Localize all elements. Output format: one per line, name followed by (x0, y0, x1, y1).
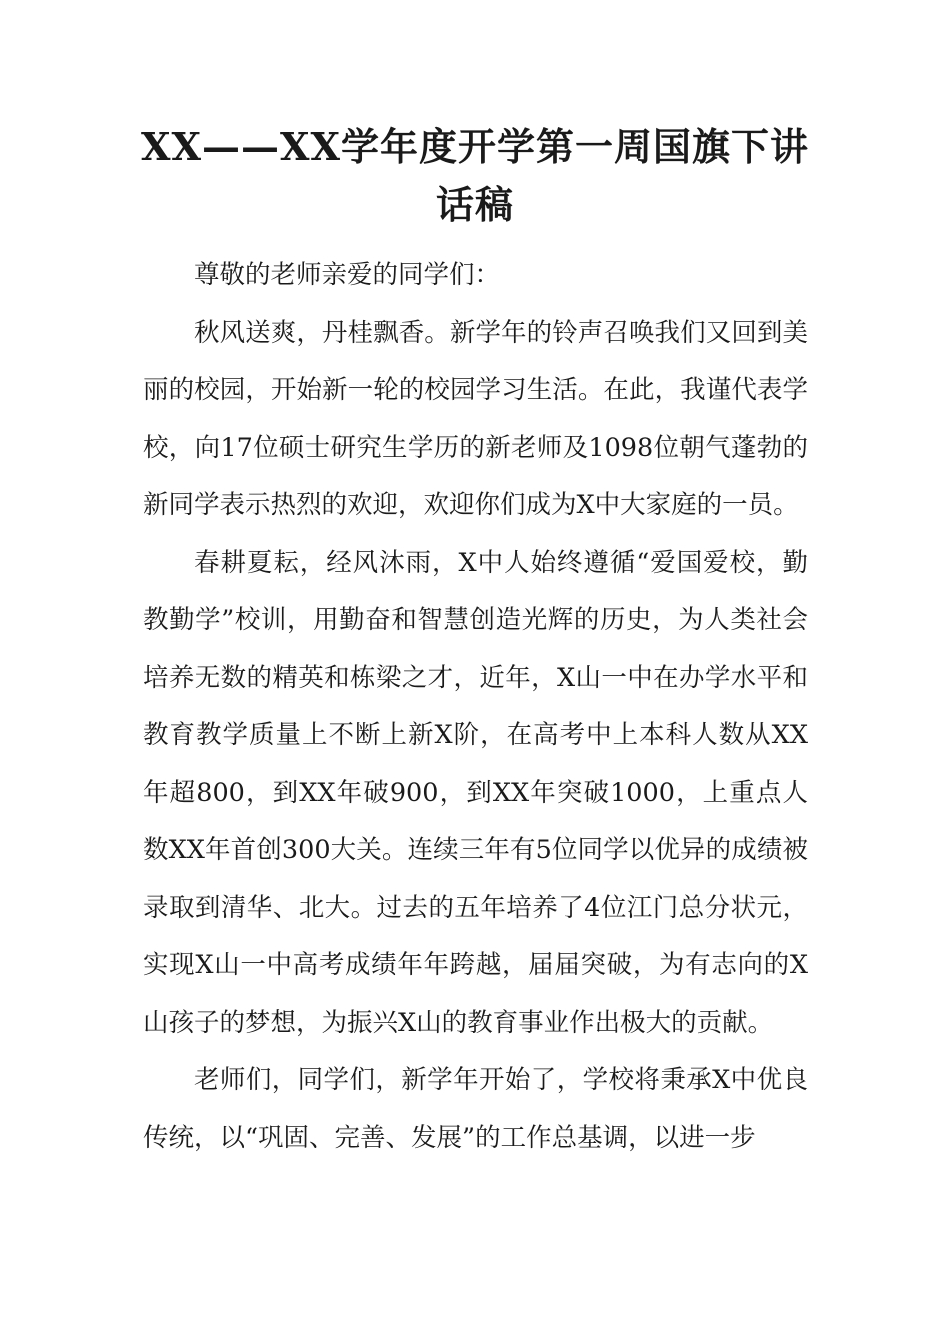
body-paragraph: 老师们，同学们，新学年开始了，学校将秉承X中优良传统，以“巩固、完善、发展”的工作总基调，以进一步 (143, 1065, 808, 1153)
document-title: XX——XX学年度开学第一周国旗下讲话稿 (141, 124, 809, 227)
body-paragraph: 春耕夏耘，经风沐雨，X中人始终遵循“爱国爱校，勤教勤学”校训，用勤奋和智慧创造光辉的历史，为人类社会培养无数的精英和栋梁之才，近年，X山一中在办学水平和教育教学质量上不断上新X阶，在高考中上本科人数从XX年超800，到XX年破900，到XX年突破1000，上重点人数XX年首创300大关。连续三年有5位同学以优异的成绩被录取到清华、北大。过去的五年培养了4位江门总分状元，实现X山一中高考成绩年年跨越，届届突破，为有志向的X山孩子的梦想，为振兴X山的教育事业作出极大的贡献。 (143, 547, 808, 1038)
document-body (143, 247, 808, 1167)
body-paragraph: 秋风送爽，丹桂飘香。新学年的铃声召唤我们又回到美丽的校园，开始新一轮的校园学习生活。在此，我谨代表学校，向17位硕士研究生学历的新老师及1098位朝气蓬勃的新同学表示热烈的欢迎，欢迎你们成为X中大家庭的一员。 (143, 317, 808, 520)
salutation-paragraph: 尊敬的老师亲爱的同学们： (194, 260, 501, 290)
